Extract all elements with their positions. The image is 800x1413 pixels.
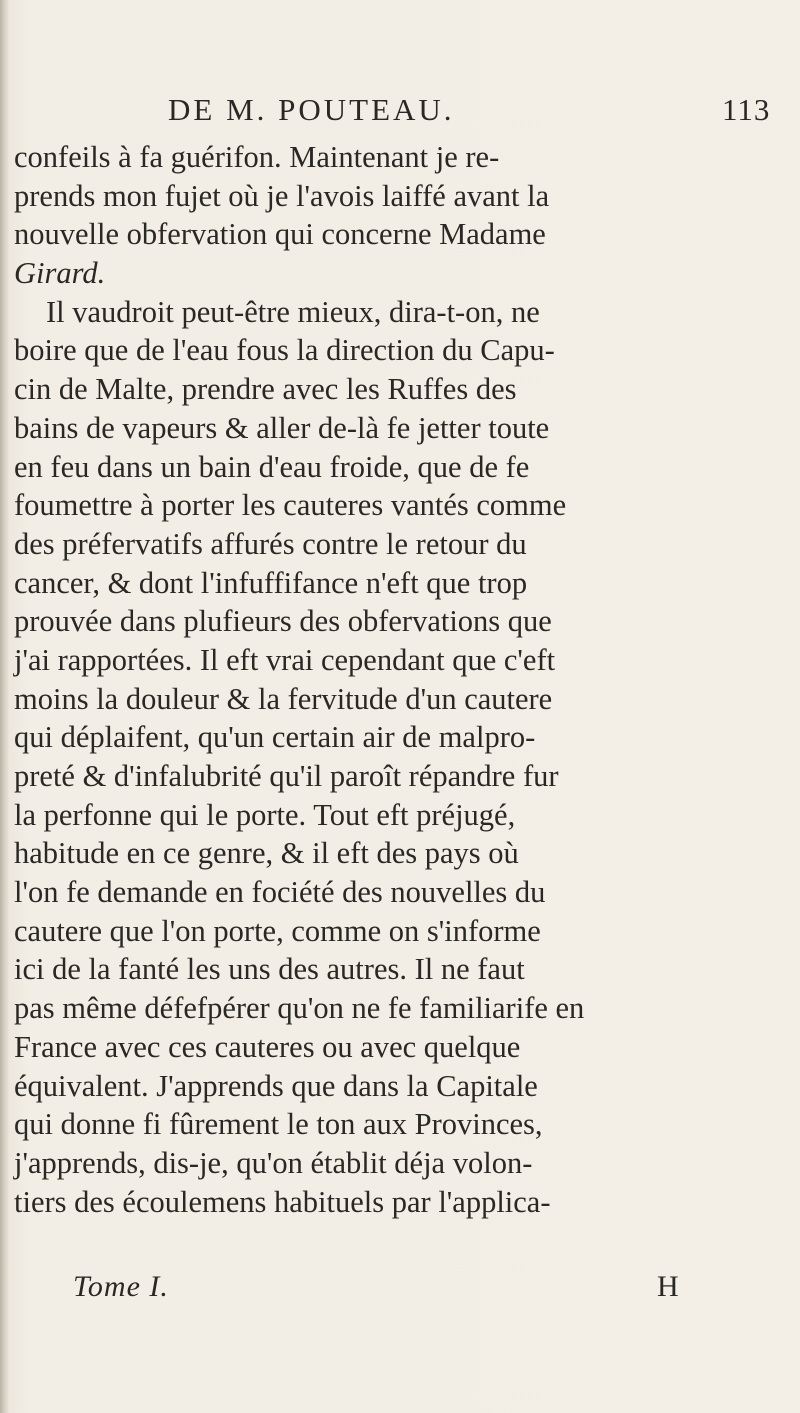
text-line: prouvée dans plufieurs des obfervations que [14, 604, 552, 639]
text-line: cancer, & dont l'infuffifance n'eft que trop [14, 565, 528, 600]
tome-label: Tome I. [73, 1270, 169, 1303]
page-gutter-shadow [0, 0, 9, 1413]
text-line: nouvelle obfervation qui concerne Madame [14, 217, 546, 252]
text-line: j'ai rapportées. Il eft vrai cependant que c'eft [14, 642, 556, 677]
text-line: qui donne fi fûrement le ton aux Provinces, [14, 1107, 543, 1142]
text-line: France avec ces cauteres ou avec quelque [14, 1029, 521, 1064]
text-line: preté & d'infalubrité qu'il paroît répandre fur [14, 759, 559, 793]
text-line: prends mon fujet où je l'avois laiffé avant la [14, 178, 550, 213]
text-line: foumettre à porter les cauteres vantés comme [14, 488, 567, 523]
text-line: cautere que l'on porte, comme on s'informe [14, 913, 541, 948]
text-line: en feu dans un bain d'eau froide, que de fe [14, 449, 530, 484]
text-line: tiers des écoulemens habituels par l'applica- [14, 1184, 551, 1219]
text-line: équivalent. J'apprends que dans la Capitale [14, 1068, 538, 1103]
page-number: 113 [722, 92, 771, 127]
text-line: habitude en ce genre, & il eft des pays où [14, 836, 519, 871]
paragraph-start-line: Il vaudroit peut-être mieux, dira-t-on, ne [46, 294, 540, 329]
text-line: des préfervatifs affurés contre le retour du [14, 526, 527, 561]
running-title: DE M. POUTEAU. [168, 92, 455, 127]
page-footer [0, 1270, 800, 1310]
text-line: boire que de l'eau fous la direction du Capu- [14, 333, 555, 368]
text-line: pas même défefpérer qu'on ne fe familiarife en [14, 991, 585, 1026]
running-header [0, 92, 800, 132]
text-line: l'on fe demande en fociété des nouvelles du [14, 875, 546, 910]
text-line: ici de la fanté les uns des autres. Il ne faut [14, 952, 525, 987]
text-line: cin de Malte, prendre avec les Ruffes des [14, 372, 517, 407]
text-line: Girard. [14, 256, 106, 291]
body-text [14, 138, 800, 1221]
signature-mark: H [657, 1270, 679, 1303]
text-line: qui déplaifent, qu'un certain air de malpro- [14, 720, 536, 755]
text-line: bains de vapeurs & aller de-là fe jetter toute [14, 410, 550, 445]
text-line: j'apprends, dis-je, qu'on établit déja volon- [14, 1145, 533, 1180]
text-line: moins la douleur & la fervitude d'un cautere [14, 681, 553, 716]
text-line: confeils à fa guérifon. Maintenant je re- [14, 140, 500, 174]
text-line: la perfonne qui le porte. Tout eft préjugé, [14, 797, 516, 832]
